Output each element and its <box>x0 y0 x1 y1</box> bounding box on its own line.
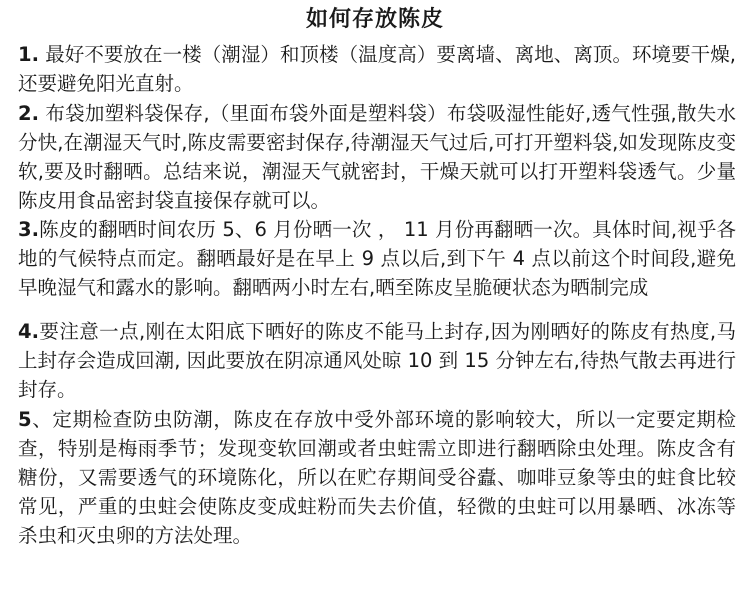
paragraph-3 <box>18 215 736 302</box>
paragraph-text: 要注意一点,刚在太阳底下晒好的陈皮不能马上封存,因为刚晒好的陈皮有热度,马上封存会造成回潮, 因此要放在阴凉通风处晾 10 到 15 分钟左右,待热气散去再进行封存。 <box>18 320 736 401</box>
paragraph-number: 5 <box>18 408 32 431</box>
paragraph-text: 陈皮的翻晒时间农历 5、6 月份晒一次 ， 11 月份再翻晒一次。具体时间,视乎各地的气候特点而定。翻晒最好是在早上 9 点以后,到下午 4 点以前这个时间段,避免早晚湿气和露水的影响。翻晒两小时左右,晒至陈皮呈脆硬状态为晒制完成 <box>18 218 736 299</box>
paragraph-number: 4. <box>18 320 39 343</box>
paragraph-1 <box>18 40 736 98</box>
paragraph-text: 布袋加塑料袋保存,（里面布袋外面是塑料袋）布袋吸湿性能好,透气性强,散失水分快,在潮湿天气时,陈皮需要密封保存,待潮湿天气过后,可打开塑料袋,如发现陈皮变软,要及时翻晒。总结来说，潮湿天气就密封，干燥天就可以打开塑料袋透气。少量陈皮用食品密封袋直接保存就可以。 <box>18 102 736 212</box>
paragraph-number: 3. <box>18 218 39 241</box>
document-title: 如何存放陈皮 <box>305 7 444 32</box>
paragraph-4 <box>18 317 736 404</box>
paragraph-text: 最好不要放在一楼（潮湿）和顶楼（温度高）要离墙、离地、离顶。环境要干燥,还要避免阳光直射。 <box>18 43 736 95</box>
paragraph-number: 2. <box>18 102 39 125</box>
paragraph-number: 1. <box>18 43 39 66</box>
paragraph-5 <box>18 405 736 550</box>
paragraph-2 <box>18 99 736 215</box>
paragraph-text: 、定期检查防虫防潮，陈皮在存放中受外部环境的影响较大，所以一定要定期检查，特别是梅雨季节；发现变软回潮或者虫蛀需立即进行翻晒除虫处理。陈皮含有糖份，又需要透气的环境陈化，所以在贮存期间受谷蠹、咖啡豆象等虫的蛀食比较常见，严重的虫蛀会使陈皮变成蛀粉而失去价值，轻微的虫蛀可以用暴晒、冰冻等杀虫和灭虫卵的方法处理。 <box>18 408 736 547</box>
